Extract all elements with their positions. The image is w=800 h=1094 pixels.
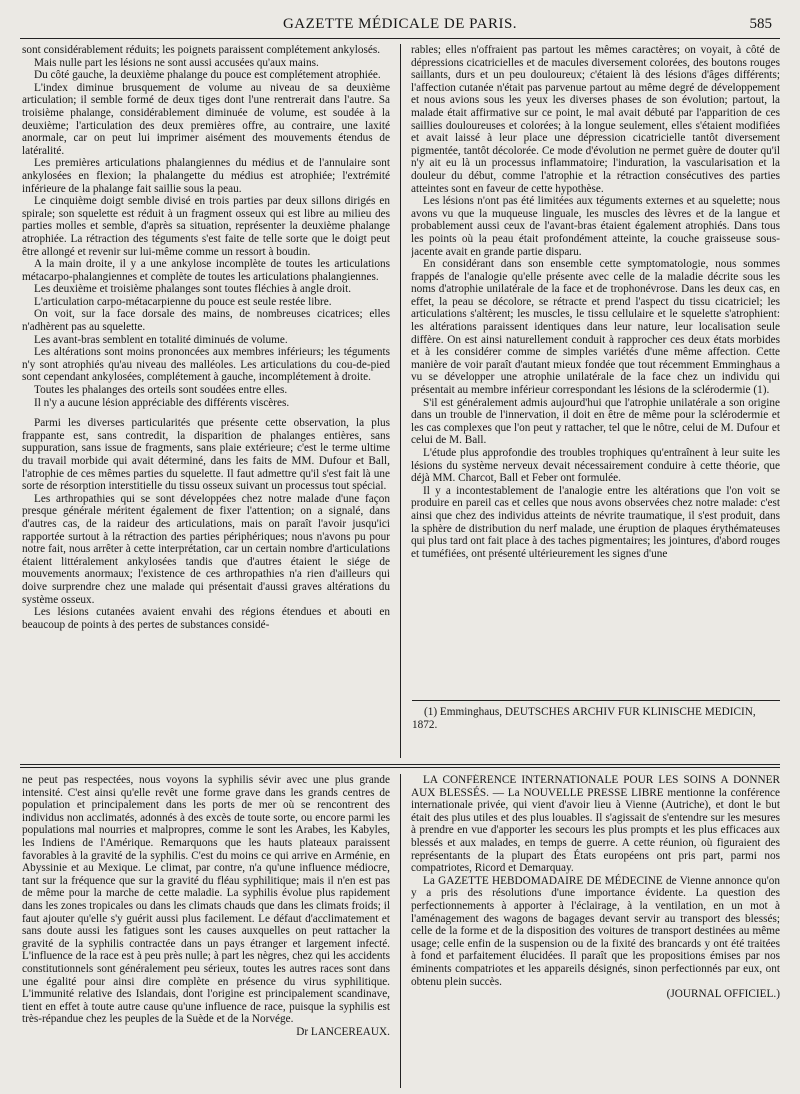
paragraph: Les premières articulations phalangiennes du médius et de l'annulaire sont ankylosées en flexion; la phalangette du médius est atrophiée; l'extrémité inférieure de la phalange fait saillie sous la peau. bbox=[22, 157, 390, 195]
lower-left-column bbox=[22, 774, 390, 1088]
section-rule bbox=[20, 764, 780, 765]
paragraph: Les deuxième et troisième phalanges sont toutes fléchies à angle droit. bbox=[34, 283, 352, 296]
header-rule bbox=[20, 38, 780, 39]
paragraph: On voit, sur la face dorsale des mains, de nombreuses cicatrices; elles n'adhèrent pas au squelette. bbox=[22, 308, 390, 334]
paragraph: Le cinquième doigt semble divisé en trois parties par deux sillons dirigés en spirale; son squelette est réduit à un fragment osseux qui est libre au milieu des parties molles et semble, d'après sa situation, représenter la deuxième phalange atrophiée. La rétraction des téguments s'est faite de telle sorte que le doigt peut être allongé et revenir sur lui-même comme un ressort à boudin. bbox=[22, 195, 390, 258]
paragraph: L'étude plus approfondie des troubles trophiques qu'entraînent à leur suite les lésions du système nerveux devait nécessairement conduire à cette théorie, que déjà MM. Charcot, Ball et Feber ont formulée. bbox=[411, 447, 780, 485]
paragraph: Les lésions n'ont pas été limitées aux téguments externes et au squelette; nous avons vu que la muqueuse linguale, les muscles des lèvres et de la langue et probablement aussi ceux de l'avant-bras étaient également atrophiés. Dans tous les points où la peau était profondément atteinte, la couche graisseuse sous-jacente avait en grande partie disparu. bbox=[411, 195, 780, 258]
paragraph: En considérant dans son ensemble cette symptomatologie, nous sommes frappés de l'analogie qu'elle présente avec celle de la maladie décrite sous les noms d'atrophie unilatérale de la face et de trophonévrose. Dans les deux cas, en effet, la peau se décolore, se rétracte et prend l'aspect du tissu cicatriciel; les articulations s'altèrent; les muscles, le tissu cellulaire et le squelette s'atrophient: les altérations paraissent identiques dans leur nature, leur localisation seule diffère. On est ainsi naturellement conduit à rapprocher ces deux états morbides et à les considérer comme de simples variétés d'une même affection. Cette manière de voir paraît d'autant mieux fondée que tout récemment Emminghaus a vu se développer une atrophie unilatérale de la face chez un individu qui présentait au membre inférieur correspondant les lésions de la sclérodermie (1). bbox=[411, 258, 780, 397]
paragraph: LA CONFÉRENCE INTERNATIONALE POUR LES SOINS A DONNER AUX BLESSÉS. — La NOUVELLE PRESSE LIBRE mentionne la conférence internationale privée, qui vient d'avoir lieu à Vienne (Autriche), et dont le but était des plus utiles et des plus louables. Il s'agissait de s'entendre sur les mesures à prendre en vue d'apporter les secours les plus prompts et les plus efficaces aux blessés et aux malades, en temps de guerre. A cette réunion, où figuraient des représentants de la plupart des États européens ont pris part, parmi nos compatriotes, Ricord et Demarquay. bbox=[411, 774, 780, 875]
footnote bbox=[412, 706, 780, 732]
paragraph: Parmi les diverses particularités que présente cette observation, la plus frappante est, sans contredit, la disparition de phalanges entières, sans suppuration, sans issue de fragments, sans plaie extérieure; c'est le terme ultime du travail morbide qui avait déterminé, dans les faits de MM. Dufour et Ball, l'atrophie de ces mêmes parties du squelette. Il faut admettre qu'il s'est fait là une sorte de résorption interstitielle du tissu osseux suivant un processus tout spécial. bbox=[22, 417, 390, 493]
author-signature: Dr LANCEREAUX. bbox=[296, 1025, 390, 1038]
paragraph: L'articulation carpo-métacarpienne du pouce est seule restée libre. bbox=[34, 295, 332, 308]
paragraph: Les arthropathies qui se sont développées chez notre malade d'une façon presque générale méritent également de fixer l'attention; on a signalé, dans d'autres cas, de la raideur des articulations, mais on paraît l'avoir jusqu'ici rapportée surtout à la rétraction des parties périphériques; nous n'avons pu pour notre fait, nous arrêter à cette interprétation, car un certain nombre d'articulations étaient littéralement ankylosées tandis que d'autres étaient le siége de mouvements anormaux; l'existence de ces arthropathies n'a rien d'ailleurs qui doive surprendre chez une malade qui présentait d'aussi graves altérations du système osseux. bbox=[22, 492, 390, 606]
source-citation: (JOURNAL OFFICIEL.) bbox=[666, 988, 780, 1001]
paragraph: Les lésions cutanées avaient envahi des régions étendues et abouti en beaucoup de points à des pertes de substances considé- bbox=[22, 606, 390, 631]
paragraph: Il n'y a aucune lésion appréciable des différents viscères. bbox=[34, 396, 290, 409]
section-rule-double bbox=[20, 767, 780, 768]
page-number: 585 bbox=[749, 16, 772, 32]
paragraph: Du côté gauche, la deuxième phalange du pouce est complétement atrophiée. bbox=[34, 69, 381, 82]
column-divider bbox=[400, 44, 401, 758]
upper-right-column bbox=[411, 44, 780, 696]
upper-left-column bbox=[22, 44, 390, 758]
lower-column-divider bbox=[400, 774, 401, 1088]
paragraph: Mais nulle part les lésions ne sont aussi accusées qu'aux mains. bbox=[34, 56, 319, 69]
page-title: GAZETTE MÉDICALE DE PARIS. bbox=[282, 16, 518, 32]
paragraph: L'index diminue brusquement de volume au niveau de sa deuxième articulation; il semble formé de deux tiges dont l'une rentrerait dans l'autre. Sa troisième phalange, considérablement diminuée de volume, est soudée à la deuxième; l'articulation des deux premières offre, au contraire, une laxité anormale, car on peut lui imprimer aisément des mouvements étendus de latéralité. bbox=[22, 81, 390, 157]
paragraph: Toutes les phalanges des orteils sont soudées entre elles. bbox=[34, 384, 288, 397]
footnote-rule bbox=[412, 700, 780, 701]
paragraph: ne peut pas respectées, nous voyons la syphilis sévir avec une plus grande intensité. C'est ainsi qu'elle revêt une forme grave dans les grands centres de population et principalement dans les ports de mer où se rencontrent des individus non acclimatés, adonnés à des excès de toute sorte, ou encore parmi les populations mal nourries et malpropres, comme le sont les Arabes, les Kabyles, les Indiens de l'Amérique. Remarquons que les hauts plateaux paraissent favorables à la gravité de la syphilis. C'est du moins ce qui arrive en Arménie, en Abyssinie et au Mexique. Le climat, par contre, n'a qu'une influence médiocre, tant sur la fréquence que sur la gravité du fléau syphilitique; mais il n'en est pas de même pour la marche de cette maladie. La syphilis évolue plus rapidement dans les zones tropicales ou dans les climats chauds que dans les climats froids; il faut ajouter qu'elle s'y guérit aussi plus facilement. Le défaut d'acclimatement et sans doute aussi les fatigues sont les causes auxquelles on peut rattacher la gravité de la syphilis contractée dans un pays étranger et largement infecté. L'influence de la race est à peu près nulle; à part les nègres, chez qui les accidents constitutionnels sont généralement peu sérieux, toutes les autres races sont dans une égalité pour ainsi dire complète en présence du virus syphilitique. L'immunité relative des Islandais, dont l'origine est principalement scandinave, tient en effet à toute autre cause qu'une influence de race, puisque la syphilis est très-répandue chez les peuples de la Suède et de la Norvége. bbox=[22, 774, 390, 1026]
paragraph: Les avant-bras semblent en totalité diminués de volume. bbox=[34, 333, 288, 346]
footnote-text: (1) Emminghaus, DEUTSCHES ARCHIV FUR KLINISCHE MEDICIN, 1872. bbox=[412, 706, 756, 731]
page-header bbox=[0, 14, 800, 34]
paragraph: La GAZETTE HEBDOMADAIRE DE MÉDECINE de Vienne annonce qu'on y a pris des résolutions d'une importance évidente. La question des perfectionnements à apporter à l'éclairage, à la ventilation, en un mot à l'aménagement des wagons de bagages devant servir au transport des blessés; celle de la forme et de la disposition des voitures de transport destinées au même usage; celle enfin de la suspension ou de la fixité des brancards y ont été traitées à fond et parfaitement élucidées. Il paraît que les propositions émises par nos éminents compatriotes et les appareils désignés, sinon perfectionnés par eux, ont obtenu plein succès. bbox=[411, 874, 780, 988]
paragraph: Il y a incontestablement de l'analogie entre les altérations que l'on voit se produire en pareil cas et celles que nous avons observées chez notre malade: c'est ainsi que chez des individus atteints de névrite traumatique, il s'est produit, dans la sphère de distribution du nerf malade, une éruption de plaques érythémateuses qui plus tard ont fait place à des taches pigmentaires; les jointures, d'abord rouges et tuméfiées, ont présenté ultérieurement les signes d'une bbox=[411, 484, 780, 560]
paragraph: rables; elles n'offraient pas partout les mêmes caractères; on voyait, à côté de dépressions cicatricielles et de macules diversement colorées, des boutons rouges saillants, durs et un peu douloureux; c'étaient là des lésions d'âges différents; l'affection cutanée n'était pas parvenue partout au même degré de développement et nous avions sous les yeux les diverses phases de son évolution; partout, la malade était affirmative sur ce point, le mal avait débuté par l'apparition de ces saillies douloureuses et colorées; à la longue seulement, elles s'étaient modifiées et avait laissé à leur place une dépression cicatricielle tantôt diversement pigmentée, tantôt décolorée. Ce mode d'évolution ne permet guère de douter qu'il n'y ait eu là un processus inflammatoire; l'induration, la vascularisation et la douleur du début, comme l'atrophie et la rétraction consécutives des parties atteintes sont en faveur de cette hypothèse. bbox=[411, 44, 780, 195]
paragraph: A la main droite, il y a une ankylose incomplète de toutes les articulations métacarpo-phalangiennes et complète de toutes les articulations phalangiennes. bbox=[22, 258, 390, 283]
lower-right-column bbox=[411, 774, 780, 1088]
paragraph: Les altérations sont moins prononcées aux membres inférieurs; les téguments n'y sont atrophiés qu'au niveau des malléoles. Les articulations du cou-de-pied sont cependant ankylosées, complétement à gauche, incomplétement à droite. bbox=[22, 346, 390, 384]
paragraph: S'il est généralement admis aujourd'hui que l'atrophie unilatérale a son origine dans un trouble de l'innervation, il doit en être de même pour la sclérodermie et les cas complexes que l'on peut y rattacher, tel que le nôtre, celui de M. Dufour et celui de M. Ball. bbox=[411, 396, 780, 447]
paragraph: sont considérablement réduits; les poignets paraissent complétement ankylosés. bbox=[22, 44, 381, 56]
